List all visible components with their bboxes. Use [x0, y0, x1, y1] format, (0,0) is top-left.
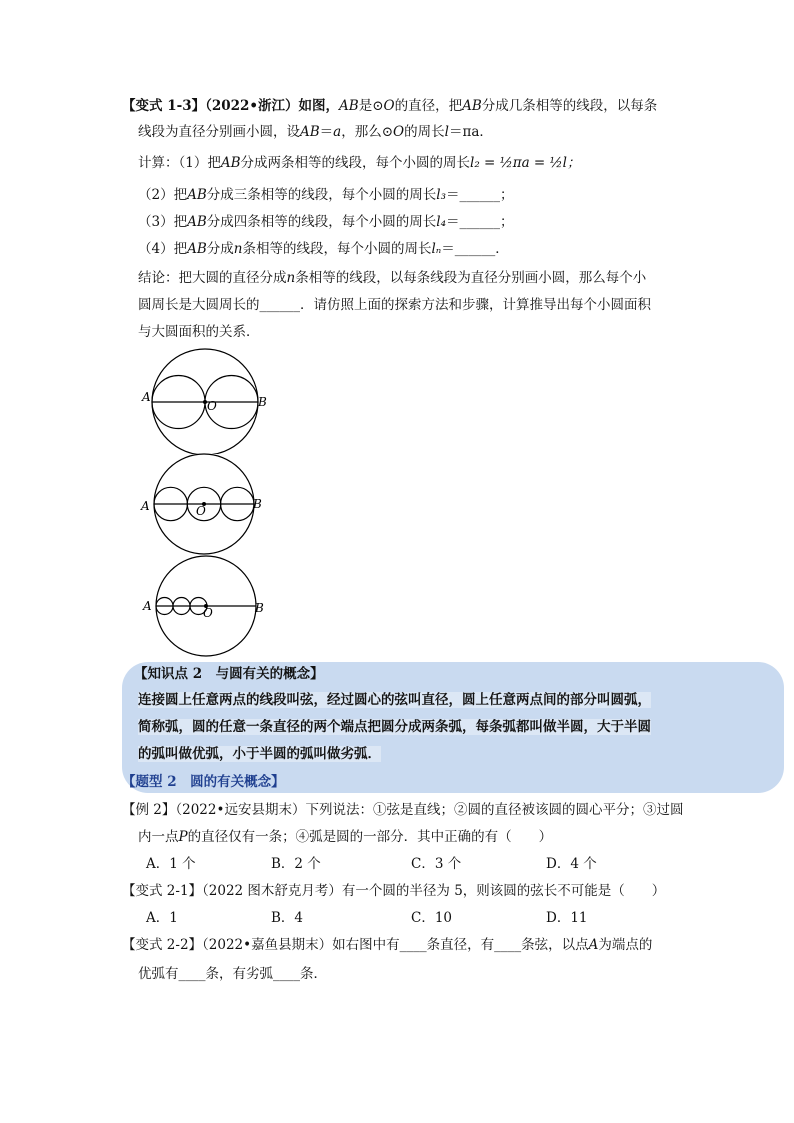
- figure-two-circles: [138, 346, 268, 454]
- knowledge-point-line1: 连接圆上任意两点的线段叫弦，经过圆心的弦叫直径，圆上任意两点间的部分叫圆弧，: [138, 692, 651, 708]
- example-2-line2: 内一点P的直径仅有一条；④弧是圆的一部分．其中正确的有（ ）: [138, 829, 553, 845]
- calc-step-3: （3）把AB分成四条相等的线段，每个小圆的周长l₄＝______；: [138, 214, 514, 230]
- conclusion-line2: 圆周长是大圆周长的______．请仿照上面的探索方法和步骤，计算推导出每个小圆面积: [138, 297, 651, 313]
- variant-2-2-line1: 【变式 2-2】（2022•嘉鱼县期末）如右图中有____条直径，有____条弦，以点A为端点的: [122, 937, 653, 953]
- calc-step-4: （4）把AB分成n条相等的线段，每个小圆的周长lₙ＝______．: [138, 241, 509, 257]
- variant-1-3-line2: 线段为直径分别画小圆，设AB＝a，那么⊙O的周长l＝πa．: [138, 124, 493, 140]
- label-A: A: [143, 599, 152, 613]
- calc-step-2: （2）把AB分成三条相等的线段，每个小圆的周长l₃＝______；: [138, 187, 514, 203]
- conclusion-line1: 结论：把大圆的直径分成n条相等的线段，以每条线段为直径分别画小圆，那么每个小: [138, 270, 647, 286]
- conclusion-line3: 与大圆面积的关系．: [138, 324, 260, 340]
- label-B: B: [258, 395, 267, 409]
- knowledge-point-line2: 简称弧，圆的任意一条直径的两个端点把圆分成两条弧，每条弧都叫做半圆，大于半圆: [138, 719, 651, 735]
- formula-l2: l₂ = ½πa = ½l；: [470, 155, 581, 171]
- calc-step-1: 计算：（1）把AB分成两条相等的线段，每个小圆的周长l₂ = ½πa = ½l；: [138, 155, 581, 171]
- option-d: D．4 个: [546, 856, 597, 872]
- label-A: A: [142, 390, 151, 404]
- question-type-title: 【题型 2 圆的有关概念】: [122, 774, 285, 790]
- label-O: O: [196, 504, 206, 518]
- option-c: C．3 个: [411, 856, 462, 872]
- variant-2-2-line2: 优弧有____条，有劣弧____条．: [138, 966, 327, 982]
- label-A: A: [141, 499, 150, 513]
- variant-2-1-line1: 【变式 2-1】（2022 图木舒克月考）有一个圆的半径为 5，则该圆的弦长不可能是（ ）: [122, 883, 666, 899]
- label-B: B: [253, 497, 262, 511]
- variant-header: 【变式 1-3】（2022•浙江）如图，: [122, 98, 340, 114]
- example-2-line1: 【例 2】（2022•远安县期末）下列说法：①弦是直线；②圆的直径被该圆的圆心平分；③过圆: [122, 802, 684, 818]
- figure-three-circles: [138, 452, 268, 556]
- option-c: C．10: [411, 910, 453, 926]
- option-a: A．1 个: [146, 856, 196, 872]
- knowledge-point-line3: 的弧叫做优弧，小于半圆的弧叫做劣弧．: [138, 746, 381, 762]
- option-d: D．11: [546, 910, 588, 926]
- figure-four-circles: [138, 554, 268, 658]
- label-B: B: [255, 601, 264, 615]
- label-O: O: [203, 606, 213, 620]
- option-b: B．4: [271, 910, 304, 926]
- variant-1-3-line1: 【变式 1-3】（2022•浙江）如图，AB是⊙O的直径，把AB分成几条相等的线段，以每条: [122, 98, 658, 114]
- label-O: O: [207, 399, 217, 413]
- option-b: B．2 个: [271, 856, 321, 872]
- knowledge-point-title: 【知识点 2 与圆有关的概念】: [134, 666, 324, 682]
- option-a: A．1: [146, 910, 178, 926]
